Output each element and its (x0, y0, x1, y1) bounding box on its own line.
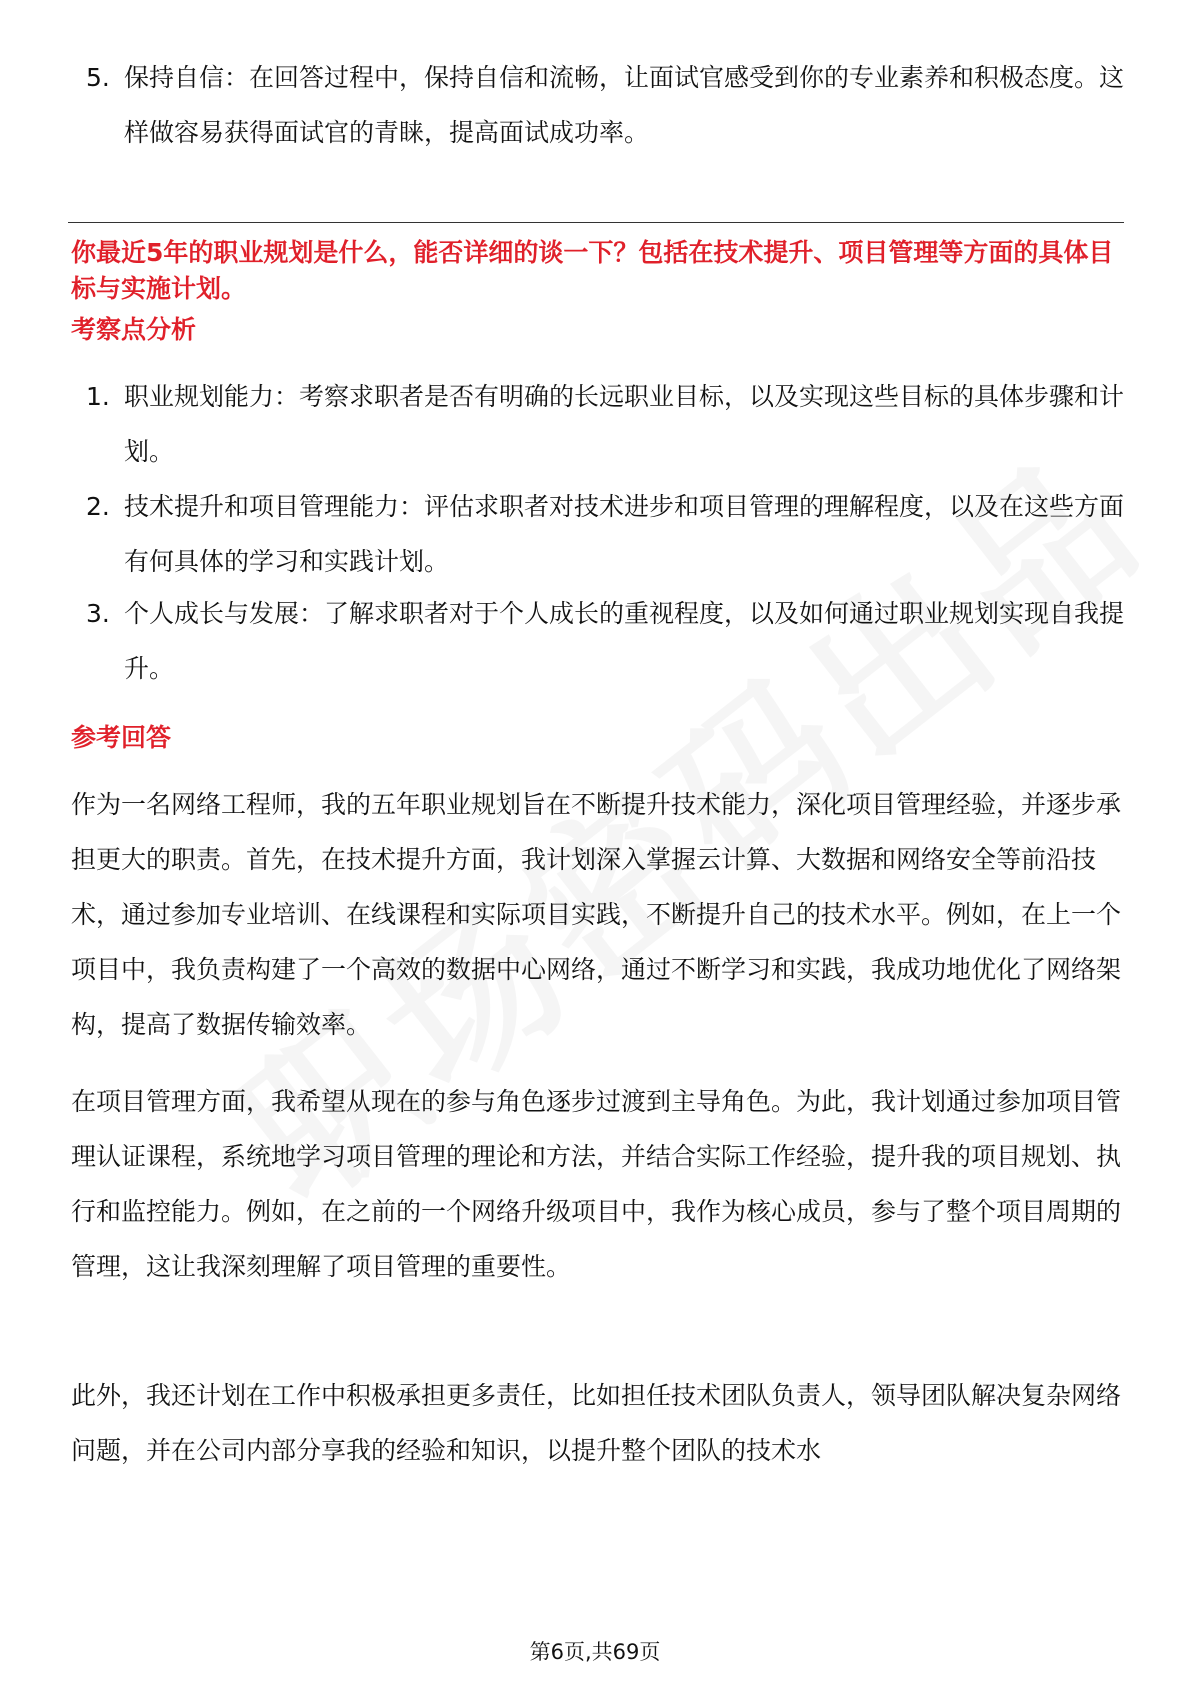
list-item-text: 技术提升和项目管理能力：评估求职者对技术进步和项目管理的理解程度，以及在这些方面有何具体的学习和实践计划。 (124, 492, 1125, 576)
list-item-number: 5. (86, 63, 110, 92)
list-item-text: 职业规划能力：考察求职者是否有明确的长远职业目标，以及实现这些目标的具体步骤和计划。 (124, 382, 1125, 466)
list-item-number: 3. (86, 599, 110, 628)
list-item-text: 个人成长与发展：了解求职者对于个人成长的重视程度，以及如何通过职业规划实现自我提升。 (124, 599, 1125, 683)
list-item-number: 2. (86, 492, 110, 521)
answer-paragraph: 在项目管理方面，我希望从现在的参与角色逐步过渡到主导角色。为此，我计划通过参加项目管理认证课程，系统地学习项目管理的理论和方法，并结合实际工作经验，提升我的项目规划、执行和监控能力。例如，在之前的一个网络升级项目中，我作为核心成员，参与了整个项目周期的管理，这让我深刻理解了项目管理的重要性。 (71, 1087, 1122, 1281)
answer-heading: 参考回答 (71, 723, 172, 752)
question-title: 你最近5年的职业规划是什么，能否详细的谈一下？包括在技术提升、项目管理等方面的具体目标与实施计划。 (71, 238, 1114, 303)
answer-paragraph: 此外，我还计划在工作中积极承担更多责任，比如担任技术团队负责人，领导团队解决复杂网络问题，并在公司内部分享我的经验和知识，以提升整个团队的技术水 (71, 1381, 1122, 1465)
page-number: 第6页,共69页 (529, 1640, 661, 1664)
analysis-heading: 考察点分析 (71, 315, 197, 344)
answer-paragraph: 作为一名网络工程师，我的五年职业规划旨在不断提升技术能力，深化项目管理经验，并逐步承担更大的职责。首先，在技术提升方面，我计划深入掌握云计算、大数据和网络安全等前沿技术，通过参加专业培训、在线课程和实际项目实践，不断提升自己的技术水平。例如，在上一个项目中，我负责构建了一个高效的数据中心网络，通过不断学习和实践，我成功地优化了网络架构，提高了数据传输效率。 (71, 790, 1122, 1039)
list-item-number: 1. (86, 382, 110, 411)
list-item-text: 保持自信：在回答过程中，保持自信和流畅，让面试官感受到你的专业素养和积极态度。这样做容易获得面试官的青睐，提高面试成功率。 (124, 63, 1125, 147)
section-divider (68, 222, 1124, 223)
